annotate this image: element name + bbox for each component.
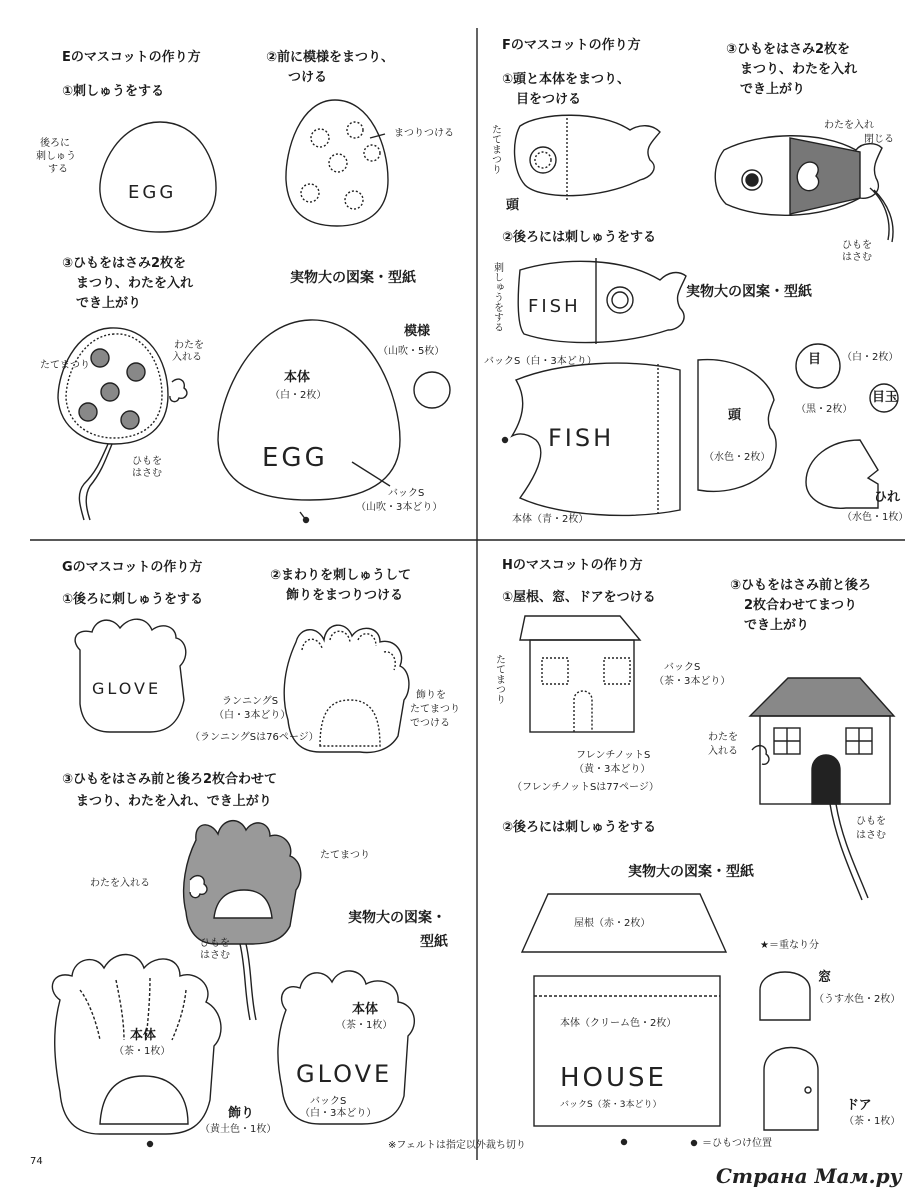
section-e-step2: ②前に模様をまつり、	[266, 50, 395, 65]
label: たてまつり	[493, 654, 505, 704]
label: 屋根（赤・2枚）	[574, 918, 651, 929]
label: バックS（白・3本どり）	[484, 356, 597, 367]
label: （茶・1枚）	[114, 1046, 171, 1057]
section-g-step2: ②まわりを刺しゅうして	[270, 568, 412, 583]
section-g-pattern-title: 実物大の図案・	[348, 910, 446, 926]
label: わたを入れる	[90, 878, 150, 889]
section-h-title: Hのマスコットの作り方	[502, 558, 643, 573]
label: （黄・3本どり）	[574, 764, 651, 775]
glove-string	[240, 944, 256, 1020]
section-g-pattern-title-cont: 型紙	[420, 934, 448, 950]
label: （白・2枚）	[842, 352, 899, 363]
svg-text:FISH: FISH	[528, 296, 581, 317]
cotton-stuffing	[170, 379, 187, 402]
label: 窓	[818, 970, 832, 985]
label: 飾りを	[416, 690, 446, 701]
section-g-step3: ③ひもをはさみ前と後ろ2枚合わせて	[62, 772, 278, 787]
section-h-step3: ③ひもをはさみ前と後ろ	[730, 578, 872, 593]
svg-text:EGG: EGG	[262, 443, 328, 473]
label: わたを	[708, 732, 738, 743]
label: 目玉	[872, 390, 899, 405]
label: （水色・2枚）	[704, 452, 771, 463]
svg-text:HOUSE: HOUSE	[560, 1063, 667, 1093]
label: 目	[808, 352, 822, 367]
section-g-title: Gのマスコットの作り方	[62, 560, 203, 575]
label: まつりつける	[394, 128, 454, 139]
label: はさむ	[842, 252, 872, 263]
leader	[352, 462, 390, 486]
svg-text:EGG: EGG	[128, 182, 177, 203]
label: 本体	[284, 370, 311, 385]
egg-spots	[301, 122, 380, 209]
label: ひもを	[842, 240, 872, 251]
label: ひもを	[856, 816, 886, 827]
string-position-legend: ＝ひもつけ位置	[702, 1138, 772, 1149]
label: （山吹・5枚）	[378, 346, 445, 357]
section-h-pattern-title: 実物大の図案・型紙	[628, 864, 754, 880]
label: ドア	[846, 1098, 872, 1113]
egg-string	[79, 444, 112, 520]
label: たてまつり	[489, 124, 501, 174]
label: はさむ	[132, 468, 162, 479]
label: （黄土色・1枚）	[200, 1124, 277, 1135]
house-front-roof	[520, 616, 640, 640]
label: （水色・1枚）	[842, 512, 909, 523]
section-h-step1: ①屋根、窓、ドアをつける	[502, 590, 656, 605]
label: （茶・3本どり）	[654, 676, 731, 687]
label: でつける	[410, 718, 450, 729]
svg-text:GLOVE: GLOVE	[296, 1060, 393, 1088]
label: （茶・1枚）	[844, 1116, 901, 1127]
section-e-step3: ③ひもをはさみ2枚を	[62, 256, 187, 271]
label: たてまつり	[320, 850, 370, 861]
label: （茶・1枚）	[336, 1020, 393, 1031]
label: わたを	[174, 340, 204, 351]
section-e-step3-cont: まつり、わたを入れ	[76, 276, 194, 291]
section-e-step3-cont: でき上がり	[76, 296, 142, 311]
label: （フレンチノットSは77ページ）	[512, 782, 659, 793]
section-e-step2-cont: つける	[288, 70, 328, 85]
section-e-title: Eのマスコットの作り方	[62, 50, 201, 65]
label: （うす水色・2枚）	[814, 994, 901, 1005]
svg-text:GLOVE: GLOVE	[92, 679, 162, 698]
site-watermark: Страна Мам.ру	[716, 1164, 902, 1188]
label: わたを入れ	[824, 120, 874, 131]
door-pattern	[764, 1048, 818, 1131]
leader	[370, 134, 385, 138]
label: 刺しゅう	[36, 151, 76, 162]
label: はさむ	[200, 950, 230, 961]
section-g-step2-cont: 飾りをまつりつける	[286, 588, 404, 603]
label: 本体	[352, 1002, 379, 1017]
label: バックS	[310, 1096, 347, 1107]
label: バックS	[664, 662, 701, 673]
label: 刺しゅうをする	[491, 262, 503, 332]
label: ひもを	[200, 938, 230, 949]
label: 閉じる	[864, 134, 894, 145]
label: 頭	[728, 408, 742, 423]
egg-back-drawing	[100, 122, 216, 232]
label: 入れる	[172, 352, 202, 363]
label: 飾り	[228, 1106, 255, 1121]
label: （黒・2枚）	[796, 404, 853, 415]
label: ひれ	[874, 490, 901, 505]
label: 本体（青・2枚）	[512, 514, 589, 525]
section-e-step1: ①刺しゅうをする	[62, 84, 165, 99]
section-e-pattern-title: 実物大の図案・型紙	[290, 270, 416, 286]
egg-pattern-spot	[414, 372, 450, 408]
section-f-step3-cont: まつり、わたを入れ	[740, 62, 858, 77]
section-h-step3-cont: 2枚合わせてまつり	[744, 598, 858, 613]
label: たてまつり	[40, 360, 90, 371]
window-pattern	[760, 972, 810, 1020]
egg-front-drawing	[286, 100, 388, 226]
section-f-step1: ①頭と本体をまつり、	[502, 72, 631, 87]
label: （白・3本どり）	[300, 1108, 377, 1119]
glove-pattern-large	[52, 955, 221, 1135]
section-f-title: Fのマスコットの作り方	[502, 38, 641, 53]
glove-back-drawing	[75, 619, 186, 732]
section-f-step2: ②後ろには刺しゅうをする	[502, 230, 657, 245]
section-h-step2: ②後ろには刺しゅうをする	[502, 820, 657, 835]
label: バックS	[388, 488, 425, 499]
label: （白・3本どり）	[214, 710, 291, 721]
label: する	[48, 164, 68, 175]
label: ランニングS	[222, 696, 279, 707]
label: バックS（茶・3本どり）	[560, 1100, 662, 1110]
label: はさむ	[856, 830, 886, 841]
section-h-step3-cont: でき上がり	[744, 618, 810, 633]
section-f-step1-cont: 目をつける	[516, 92, 582, 107]
label: 本体	[130, 1028, 157, 1043]
section-g-step3-cont: まつり、わたを入れ、でき上がり	[76, 794, 272, 809]
label: 本体（クリーム色・2枚）	[560, 1018, 677, 1029]
house-front-body	[530, 640, 634, 732]
svg-text:FISH: FISH	[548, 424, 615, 452]
overlap-legend: ★＝重なり分	[760, 940, 819, 951]
page-number: 74	[30, 1156, 43, 1167]
section-f-pattern-title: 実物大の図案・型紙	[686, 284, 812, 300]
label: たてまつり	[410, 704, 460, 715]
label: （ランニングSは76ページ）	[190, 732, 319, 743]
label: フレンチノットS	[576, 750, 651, 761]
label: （白・2枚）	[270, 390, 327, 401]
label: 後ろに	[40, 138, 70, 149]
label: 頭	[506, 198, 520, 213]
section-f-step3: ③ひもをはさみ2枚を	[726, 42, 851, 57]
label: ひもを	[132, 456, 162, 467]
label: 模様	[404, 324, 431, 339]
fish-pattern-head	[698, 360, 776, 492]
section-g-step1: ①後ろに刺しゅうをする	[62, 592, 204, 607]
fish-string	[870, 188, 893, 242]
footer-note: ※フェルトは指定以外裁ち切り	[388, 1140, 526, 1151]
section-f-step3-cont: でき上がり	[740, 82, 806, 97]
label: 入れる	[708, 746, 738, 757]
house-finished-roof	[750, 678, 894, 716]
fin-pattern	[806, 440, 878, 508]
label: （山吹・3本どり）	[356, 502, 443, 513]
